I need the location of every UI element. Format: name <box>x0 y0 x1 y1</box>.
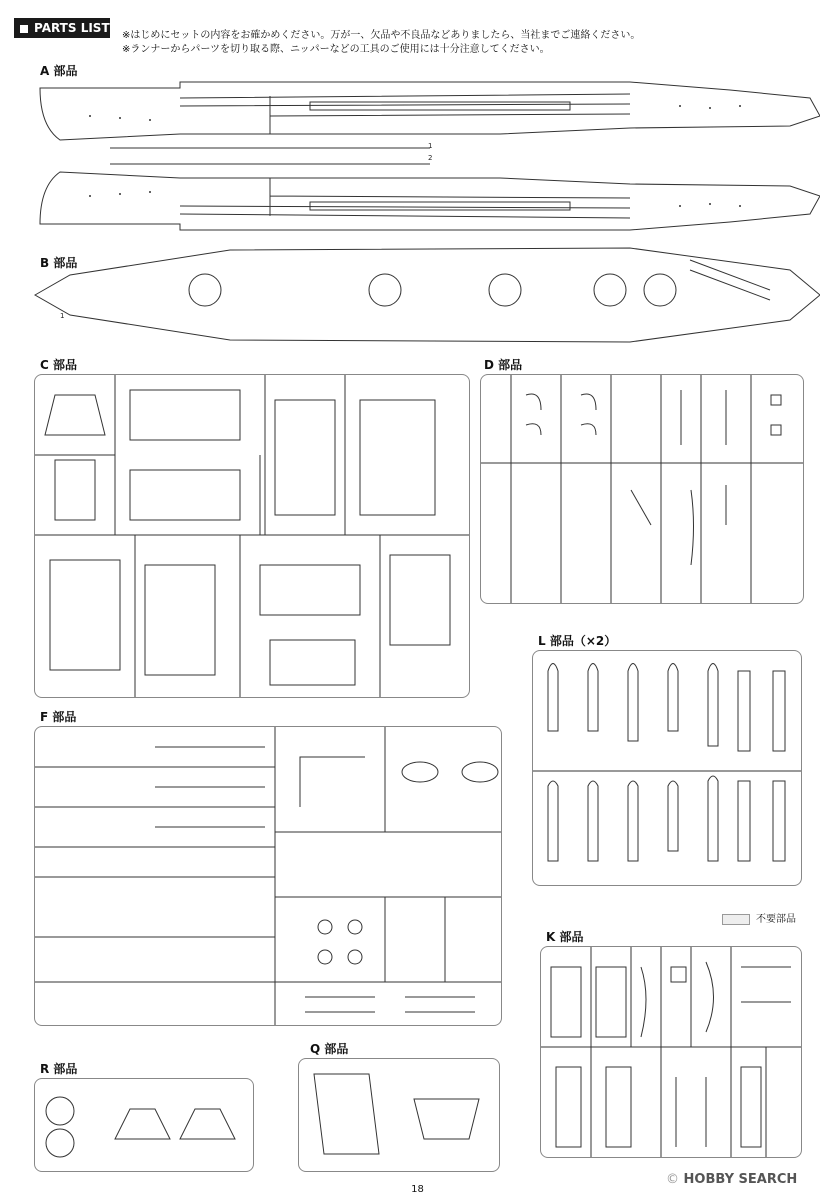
svg-text:1: 1 <box>428 142 433 150</box>
runner-q <box>298 1058 500 1172</box>
watermark-copyright: © <box>666 1172 679 1187</box>
runner-l <box>532 650 802 886</box>
runner-r <box>34 1078 254 1172</box>
runner-f <box>34 726 502 1026</box>
section-label-a: A 部品 <box>40 64 78 78</box>
note-line-2: ※ランナーからパーツを切り取る際、ニッパーなどの工具のご使用には十分注意してください。 <box>122 44 550 55</box>
section-label-f: F 部品 <box>40 710 77 724</box>
page-number: 18 <box>411 1184 424 1195</box>
svg-text:1: 1 <box>60 312 65 320</box>
section-label-q: Q 部品 <box>310 1042 349 1056</box>
section-label-d: D 部品 <box>484 358 523 372</box>
deck-part-b <box>30 240 820 350</box>
runner-k <box>540 946 802 1158</box>
unused-parts-legend <box>722 910 796 925</box>
section-label-l: L 部品（×2） <box>538 634 617 648</box>
runner-c <box>34 374 470 698</box>
hull-parts-a <box>30 76 820 236</box>
note-line-1: ※はじめにセットの内容をお確かめください。万が一、欠品や不良品などありましたら、当社までご連絡ください。 <box>122 30 641 41</box>
parts-list-title: PARTS LIST <box>34 21 110 35</box>
svg-text:2: 2 <box>428 154 433 162</box>
section-label-k: K 部品 <box>546 930 584 944</box>
watermark-brand: HOBBY SEARCH <box>683 1172 798 1187</box>
section-label-b: B 部品 <box>40 256 78 270</box>
square-bullet-icon <box>20 25 28 33</box>
section-label-r: R 部品 <box>40 1062 78 1076</box>
runner-d <box>480 374 804 604</box>
unused-parts-swatch <box>722 914 750 925</box>
unused-parts-label: 不要部品 <box>756 914 796 925</box>
section-label-c: C 部品 <box>40 358 77 372</box>
watermark <box>666 1172 797 1187</box>
parts-list-header <box>14 18 110 38</box>
